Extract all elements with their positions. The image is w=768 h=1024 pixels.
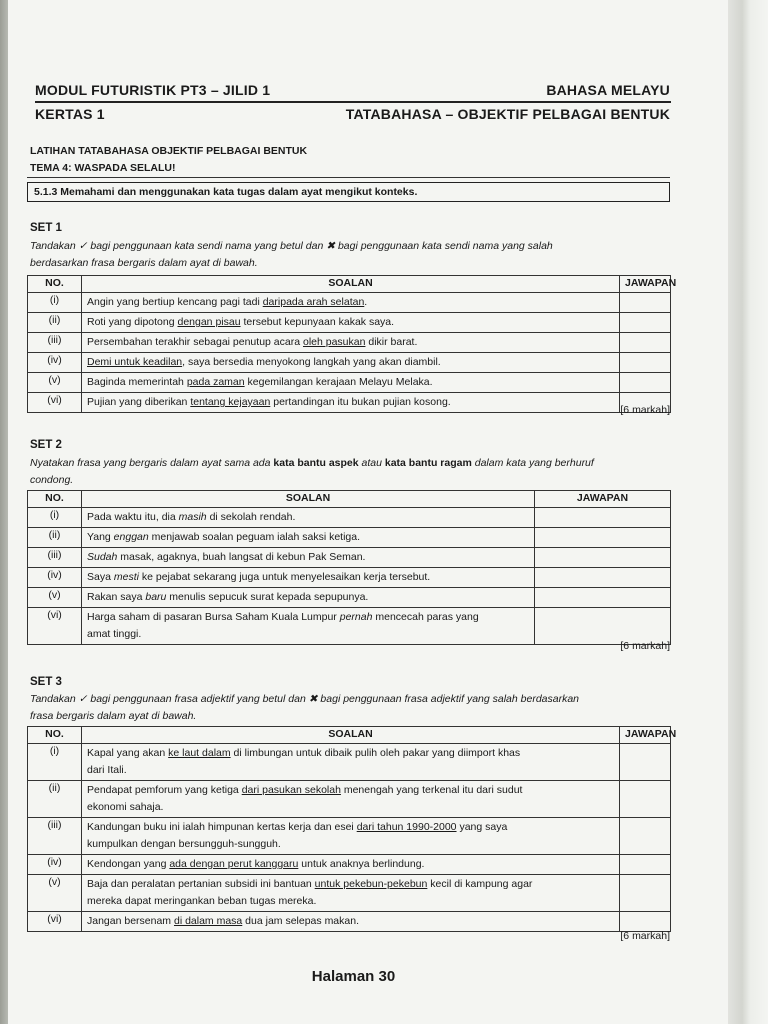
subject-title: BAHASA MELAYU bbox=[546, 82, 670, 98]
table-row bbox=[28, 393, 671, 413]
question-number: (iii) bbox=[28, 818, 82, 855]
header-rule bbox=[35, 101, 671, 103]
question-number: (ii) bbox=[28, 313, 82, 333]
question-text: Pujian yang diberikan tentang kejayaan pertandingan itu bukan pujian kosong. bbox=[82, 393, 620, 413]
col-question-header: SOALAN bbox=[82, 491, 535, 508]
table-row bbox=[28, 568, 671, 588]
underlined-phrase: ke laut dalam bbox=[168, 747, 231, 759]
question-number: (v) bbox=[28, 588, 82, 608]
set2-marks: [6 markah] bbox=[620, 640, 670, 652]
theme-title: TEMA 4: WASPADA SELALU! bbox=[30, 162, 176, 174]
answer-cell[interactable] bbox=[535, 548, 671, 568]
underlined-phrase: pada zaman bbox=[186, 376, 245, 388]
set3-marks: [6 markah] bbox=[620, 930, 670, 942]
question-text: Persembahan terakhir sebagai penutup acara oleh pasukan dikir barat. bbox=[82, 333, 620, 353]
answer-cell[interactable] bbox=[535, 608, 671, 645]
underlined-phrase: di dalam masa bbox=[173, 915, 243, 927]
question-number: (ii) bbox=[28, 781, 82, 818]
section-title: TATABAHASA – OBJEKTIF PELBAGAI BENTUK bbox=[345, 106, 670, 122]
italic-word: Sudah bbox=[87, 551, 118, 563]
underlined-phrase: oleh pasukan bbox=[302, 336, 366, 348]
set3-instructions: Tandakan ✓ bagi penggunaan frasa adjektif yang betul dan ✖ bagi penggunaan frasa adjektif yang salah berdasarkan frasa bergaris dalam ayat di bawah. bbox=[30, 693, 580, 722]
scan-shadow-right bbox=[728, 0, 768, 1024]
module-title: MODUL FUTURISTIK PT3 – JILID 1 bbox=[35, 82, 271, 98]
question-number: (iv) bbox=[28, 353, 82, 373]
set2-title: SET 2 bbox=[30, 439, 62, 451]
question-number: (iii) bbox=[28, 548, 82, 568]
italic-word: masih bbox=[178, 511, 207, 523]
page-number: Halaman 30 bbox=[311, 968, 396, 985]
table-row bbox=[28, 912, 671, 932]
table-row bbox=[28, 855, 671, 875]
underlined-phrase: dengan pisau bbox=[177, 316, 241, 328]
question-number: (ii) bbox=[28, 528, 82, 548]
answer-cell[interactable] bbox=[620, 818, 671, 855]
table-row bbox=[28, 373, 671, 393]
table-row bbox=[28, 528, 671, 548]
question-text: Pada waktu itu, dia masih di sekolah rendah. bbox=[82, 508, 535, 528]
set3-table bbox=[27, 726, 677, 932]
question-text: Angin yang bertiup kencang pagi tadi daripada arah selatan. bbox=[82, 293, 620, 313]
italic-word: baru bbox=[145, 591, 167, 603]
question-number: (vi) bbox=[28, 608, 82, 645]
col-answer-header: JAWAPAN bbox=[620, 727, 671, 744]
answer-cell[interactable] bbox=[535, 588, 671, 608]
answer-cell[interactable] bbox=[620, 875, 671, 912]
table-row bbox=[28, 588, 671, 608]
underlined-phrase: untuk pekebun-pekebun bbox=[314, 878, 428, 890]
table-row bbox=[28, 333, 671, 353]
learning-objective: 5.1.3 Memahami dan menggunakan kata tugas dalam ayat mengikut konteks. bbox=[27, 182, 670, 202]
question-text: Pendapat pemforum yang ketiga dari pasukan sekolah menengah yang terkenal itu dari sudut ekonomi sahaja. bbox=[82, 781, 620, 818]
question-text: Baginda memerintah pada zaman kegemilangan kerajaan Melayu Melaka. bbox=[82, 373, 620, 393]
table-row bbox=[28, 508, 671, 528]
answer-cell[interactable] bbox=[620, 855, 671, 875]
question-text: Baja dan peralatan pertanian subsidi ini bantuan untuk pekebun-pekebun kecil di kampung agar mereka dapat meringankan beban tugas mereka. bbox=[82, 875, 620, 912]
answer-cell[interactable] bbox=[535, 508, 671, 528]
col-question-header: SOALAN bbox=[82, 727, 620, 744]
question-number: (iv) bbox=[28, 855, 82, 875]
question-text: Kapal yang akan ke laut dalam di limbungan untuk dibaik pulih oleh pakar yang diimport khas dari Itali. bbox=[82, 744, 620, 781]
col-answer-header: JAWAPAN bbox=[620, 276, 671, 293]
underlined-phrase: dari pasukan sekolah bbox=[241, 784, 341, 796]
col-no-header: NO. bbox=[28, 276, 82, 293]
question-text: Kendongan yang ada dengan perut kanggaru untuk anaknya berlindung. bbox=[82, 855, 620, 875]
col-no-header: NO. bbox=[28, 491, 82, 508]
table-row bbox=[28, 548, 671, 568]
answer-cell[interactable] bbox=[535, 568, 671, 588]
table-row bbox=[28, 744, 671, 781]
italic-word: enggan bbox=[113, 531, 149, 543]
question-text: Demi untuk keadilan, saya bersedia menyokong langkah yang akan diambil. bbox=[82, 353, 620, 373]
col-question-header: SOALAN bbox=[82, 276, 620, 293]
underlined-phrase: Demi untuk keadilan bbox=[87, 356, 183, 368]
underlined-phrase: ada dengan perut kanggaru bbox=[169, 858, 299, 870]
answer-cell[interactable] bbox=[620, 293, 671, 313]
table-row bbox=[28, 353, 671, 373]
paper-label: KERTAS 1 bbox=[35, 106, 105, 122]
question-number: (vi) bbox=[28, 393, 82, 413]
set2-table bbox=[27, 490, 671, 645]
question-number: (v) bbox=[28, 373, 82, 393]
exercise-title: LATIHAN TATABAHASA OBJEKTIF PELBAGAI BENTUK bbox=[30, 145, 308, 157]
italic-word: mesti bbox=[113, 571, 139, 583]
question-number: (iv) bbox=[28, 568, 82, 588]
col-no-header: NO. bbox=[28, 727, 82, 744]
question-text: Jangan bersenam di dalam masa dua jam selepas makan. bbox=[82, 912, 620, 932]
answer-cell[interactable] bbox=[620, 781, 671, 818]
table-row bbox=[28, 875, 671, 912]
question-number: (v) bbox=[28, 875, 82, 912]
set1-title: SET 1 bbox=[30, 222, 62, 234]
table-row bbox=[28, 818, 671, 855]
question-text: Kandungan buku ini ialah himpunan kertas kerja dan esei dari tahun 1990-2000 yang saya kumpulkan dengan bersungguh-sungguh. bbox=[82, 818, 620, 855]
table-row bbox=[28, 293, 671, 313]
set1-table bbox=[27, 275, 677, 413]
answer-cell[interactable] bbox=[620, 912, 671, 932]
question-number: (vi) bbox=[28, 912, 82, 932]
table-row bbox=[28, 608, 671, 645]
italic-word: pernah bbox=[339, 611, 373, 623]
set3-title: SET 3 bbox=[30, 676, 62, 688]
set1-instructions: Tandakan ✓ bagi penggunaan kata sendi nama yang betul dan ✖ bagi penggunaan kata sendi nama yang salah berdasarkan frasa bergaris dalam ayat di bawah. bbox=[30, 240, 553, 269]
question-text: Saya mesti ke pejabat sekarang juga untuk menyelesaikan kerja tersebut. bbox=[82, 568, 535, 588]
question-number: (i) bbox=[28, 508, 82, 528]
answer-cell[interactable] bbox=[620, 313, 671, 333]
theme-rule bbox=[27, 177, 670, 178]
answer-cell[interactable] bbox=[535, 528, 671, 548]
question-text: Sudah masak, agaknya, buah langsat di kebun Pak Seman. bbox=[82, 548, 535, 568]
underlined-phrase: dari tahun 1990-2000 bbox=[356, 821, 457, 833]
answer-cell[interactable] bbox=[620, 744, 671, 781]
question-text: Roti yang dipotong dengan pisau tersebut kepunyaan kakak saya. bbox=[82, 313, 620, 333]
question-text: Harga saham di pasaran Bursa Saham Kuala Lumpur pernah mencecah paras yang amat tinggi. bbox=[82, 608, 535, 645]
table-row bbox=[28, 313, 671, 333]
underlined-phrase: tentang kejayaan bbox=[190, 396, 271, 408]
question-number: (i) bbox=[28, 744, 82, 781]
question-number: (i) bbox=[28, 293, 82, 313]
answer-cell[interactable] bbox=[620, 353, 671, 373]
question-text: Rakan saya baru menulis sepucuk surat kepada sepupunya. bbox=[82, 588, 535, 608]
col-answer-header: JAWAPAN bbox=[535, 491, 671, 508]
answer-cell[interactable] bbox=[620, 373, 671, 393]
table-row bbox=[28, 781, 671, 818]
set1-marks: [6 markah] bbox=[620, 404, 670, 416]
set2-instructions: Nyatakan frasa yang bergaris dalam ayat sama ada kata bantu aspek atau kata bantu ragam dalam kata yang berhuruf condong. bbox=[30, 457, 594, 486]
underlined-phrase: daripada arah selatan bbox=[262, 296, 365, 308]
question-text: Yang enggan menjawab soalan peguam ialah saksi ketiga. bbox=[82, 528, 535, 548]
answer-cell[interactable] bbox=[620, 333, 671, 353]
question-number: (iii) bbox=[28, 333, 82, 353]
